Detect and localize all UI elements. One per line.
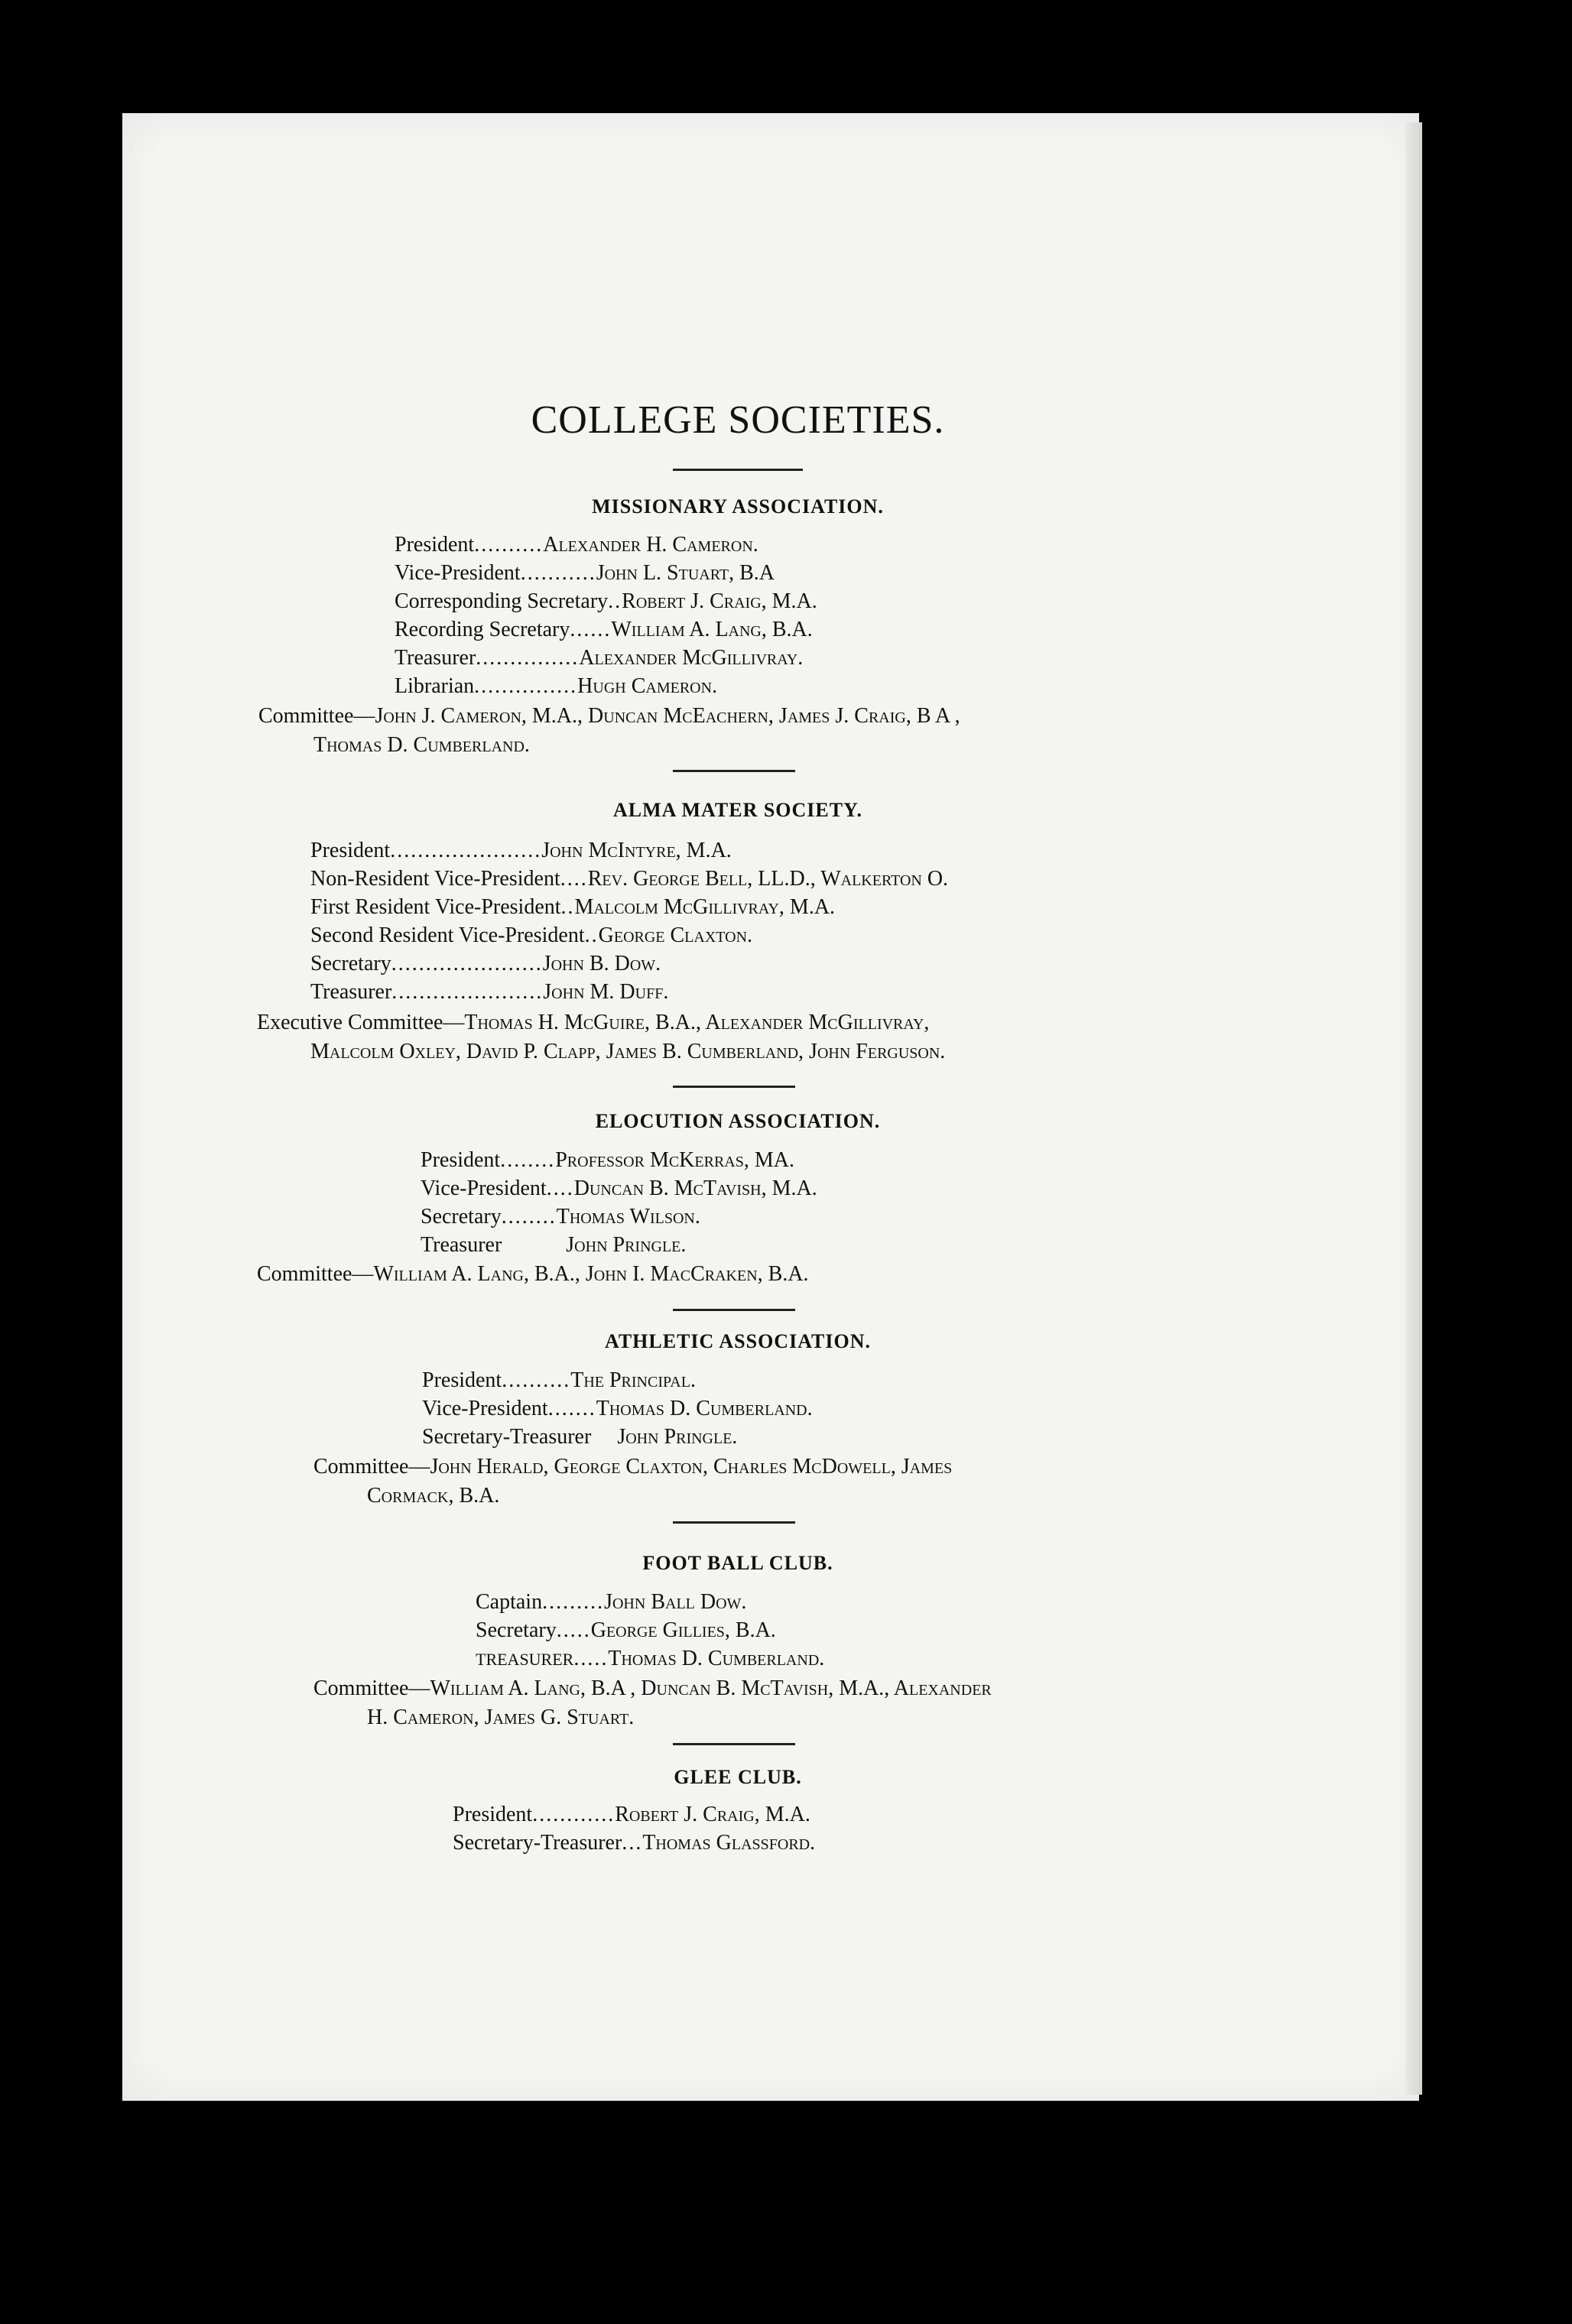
officer-entry [395, 644, 803, 672]
section-rule [673, 770, 795, 772]
officer-role: Secretary [310, 952, 391, 975]
officer-role: Treasurer [310, 980, 392, 1004]
officer-role: Vice-President [422, 1397, 548, 1420]
section-heading-football: FOOT BALL CLUB. [642, 1552, 833, 1574]
leader-dots: ...................... [391, 952, 543, 975]
officer-name: John M. Duff. [543, 980, 669, 1004]
officer-role: Secretary-Treasurer [453, 1831, 622, 1855]
leader-dots: ............ [532, 1803, 615, 1826]
leader-dots: ...................... [390, 839, 542, 862]
leader-dots: ...... [570, 618, 612, 641]
officer-entry [476, 1645, 824, 1673]
officer-role: President [310, 839, 391, 862]
committee-line [313, 1452, 952, 1482]
officer-entry [422, 1423, 737, 1451]
officer-name: Robert J. Craig, M.A. [615, 1803, 810, 1826]
committee-members: William A. Lang, B.A , Duncan B. McTavish, M.A., Alexander [430, 1676, 992, 1700]
officer-role: Corresponding Secretary [395, 589, 609, 613]
leader-dots: ....... [547, 1397, 596, 1420]
officer-role: Treasurer [421, 1233, 502, 1257]
officer-role: Second Resident Vice-President [310, 923, 585, 947]
officer-entry [395, 588, 817, 615]
officer-entry [395, 531, 758, 559]
officer-entry [421, 1232, 686, 1259]
officer-role: Vice-President [421, 1177, 547, 1200]
officer-name: John L. Stuart, B.A [596, 561, 775, 585]
officer-entry [310, 837, 732, 865]
officer-role: President [453, 1803, 533, 1826]
committee-label: Committee— [313, 1455, 430, 1478]
committee-members: Malcolm Oxley, David P. Clapp, James B. Cumberland, John Ferguson. [310, 1040, 946, 1063]
section-rule [673, 1309, 795, 1311]
officer-entry [421, 1175, 817, 1203]
officer-name: Thomas D. Cumberland. [596, 1397, 813, 1420]
officer-role: President [421, 1148, 501, 1172]
leader-dots: ...................... [391, 980, 544, 1004]
officer-name: John McIntyre, M.A. [541, 839, 732, 862]
officer-name: Alexander McGillivray. [579, 646, 804, 670]
officer-name: William A. Lang, B.A. [611, 618, 813, 641]
officer-role: Librarian [395, 674, 475, 698]
officer-entry [453, 1801, 810, 1829]
committee-line [310, 1037, 945, 1066]
officer-role: Secretary-Treasurer [422, 1425, 592, 1449]
leader-dots: .......... [502, 1368, 571, 1392]
leader-dots: .......... [474, 533, 544, 557]
section-heading-glee-club: GLEE CLUB. [674, 1766, 802, 1788]
officer-name: John Ball Dow. [604, 1590, 747, 1614]
officer-entry [310, 950, 661, 978]
committee-line [313, 1674, 992, 1703]
leader-dots: .. [560, 895, 575, 919]
committee-members: H. Cameron, James G. Stuart. [367, 1706, 635, 1729]
section-heading-missionary: MISSIONARY ASSOCIATION. [592, 495, 884, 518]
officer-name: John B. Dow. [542, 952, 661, 975]
officer-entry [422, 1367, 696, 1394]
committee-members: John Herald, George Claxton, Charles McDowell, James [430, 1455, 953, 1478]
officer-entry [395, 673, 717, 700]
leader-dots: ........... [520, 561, 596, 585]
leader-dots: ............... [476, 646, 580, 670]
committee-label: Committee— [313, 1676, 430, 1700]
officer-name: Rev. George Bell, LL.D., Walkerton O. [587, 867, 949, 891]
officer-name: Professor McKerras, MA. [555, 1148, 794, 1172]
officer-role: President [422, 1368, 502, 1392]
leader-dots: .. [584, 923, 599, 947]
section-heading-athletic: ATHLETIC ASSOCIATION. [604, 1330, 872, 1352]
committee-label: Executive Committee— [257, 1011, 465, 1034]
officer-entry [421, 1203, 700, 1231]
officer-name: Alexander H. Cameron. [543, 533, 758, 557]
committee-label: Committee— [257, 1262, 374, 1286]
section-rule [673, 1086, 795, 1088]
officer-role: President [395, 533, 475, 557]
committee-members: Thomas D. Cumberland. [313, 733, 530, 757]
leader-dots: ..... [573, 1647, 609, 1670]
officer-name: Thomas D. Cumberland. [608, 1647, 825, 1670]
officer-name: Thomas Wilson. [556, 1205, 700, 1229]
section-rule [673, 1521, 795, 1524]
officer-entry [310, 865, 948, 893]
committee-line [367, 1703, 634, 1732]
committee-line [257, 1008, 929, 1037]
officer-name: Robert J. Craig, M.A. [622, 589, 817, 613]
officer-entry [422, 1395, 813, 1423]
officer-role: Recording Secretary [395, 618, 570, 641]
officer-role: Non-Resident Vice-President [310, 867, 560, 891]
committee-line [258, 702, 960, 731]
leader-dots: ..... [556, 1618, 591, 1642]
leader-dots: .. [608, 589, 622, 613]
leader-dots: .... [560, 867, 588, 891]
officer-entry [395, 560, 775, 587]
officer-name: George Claxton. [598, 923, 753, 947]
officer-role: Treasurer [395, 646, 476, 670]
committee-line [313, 731, 530, 760]
officer-entry [310, 922, 752, 949]
officer-role: First Resident Vice-President [310, 895, 561, 919]
officer-entry [310, 979, 668, 1006]
officer-entry [453, 1829, 815, 1857]
officer-name: Thomas Glassford. [642, 1831, 816, 1855]
leader-dots: ............... [474, 674, 578, 698]
committee-members: Cormack, B.A. [367, 1484, 500, 1508]
officer-role: Secretary [476, 1618, 557, 1642]
leader-dots: ........ [501, 1205, 557, 1229]
officer-name: Malcolm McGillivray, M.A. [574, 895, 836, 919]
officer-name: The Principal. [570, 1368, 696, 1392]
section-heading-alma-mater: ALMA MATER SOCIETY. [613, 799, 862, 821]
officer-name: Hugh Cameron. [577, 674, 718, 698]
committee-line [257, 1260, 809, 1289]
officer-role: TREASURER [476, 1650, 574, 1669]
officer-role: Vice-President [395, 561, 521, 585]
committee-label: Committee— [258, 704, 375, 728]
officer-entry [310, 894, 835, 921]
leader-dots: .... [546, 1177, 574, 1200]
leader-dots: ... [622, 1831, 643, 1855]
committee-members: William A. Lang, B.A., John I. MacCraken, B.A. [373, 1262, 809, 1286]
committee-line [367, 1482, 499, 1511]
section-rule [673, 1743, 795, 1745]
officer-role: Secretary [421, 1205, 502, 1229]
officer-name: John Pringle. [617, 1425, 738, 1449]
committee-members: John J. Cameron, M.A., Duncan McEachern, James J. Craig, B A , [375, 704, 960, 728]
officer-name: John Pringle. [566, 1233, 687, 1257]
section-heading-elocution: ELOCUTION ASSOCIATION. [595, 1110, 881, 1132]
officer-entry [395, 616, 813, 644]
leader-dots: ........ [500, 1148, 556, 1172]
officer-name: Duncan B. McTavish, M.A. [573, 1177, 817, 1200]
officer-entry [421, 1147, 794, 1174]
officer-entry [476, 1617, 776, 1644]
officer-role: Captain [476, 1590, 543, 1614]
committee-members: Thomas H. McGuire, B.A., Alexander McGillivray, [464, 1011, 930, 1034]
officer-name: George Gillies, B.A. [590, 1618, 776, 1642]
page-title: COLLEGE SOCIETIES. [531, 398, 945, 442]
officer-entry [476, 1589, 746, 1616]
title-rule [673, 469, 803, 471]
leader-dots: ......... [542, 1590, 605, 1614]
